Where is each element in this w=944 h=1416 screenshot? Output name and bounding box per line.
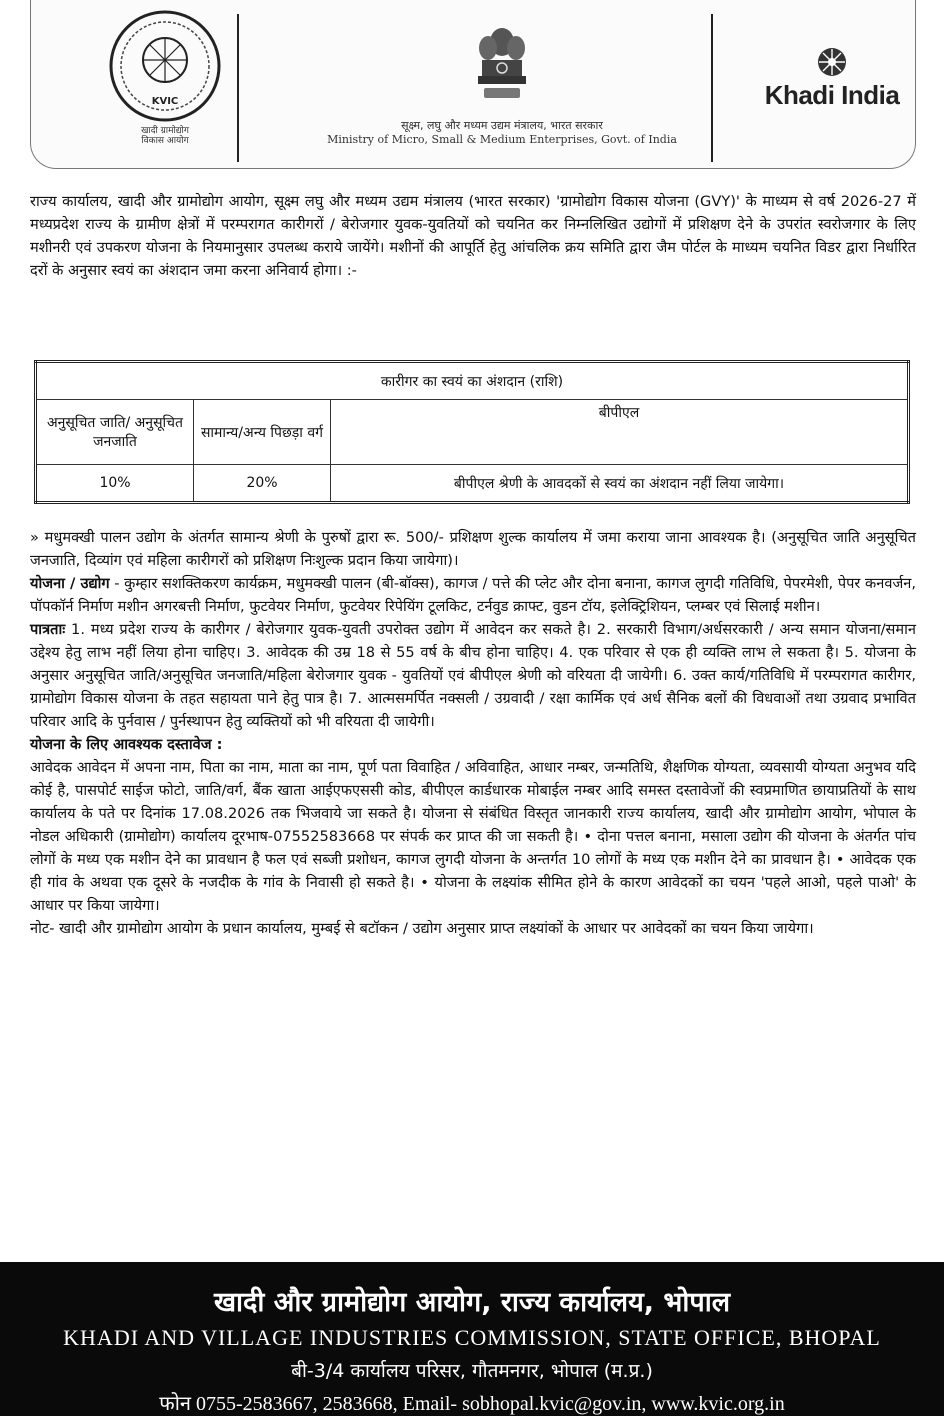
header-divider bbox=[711, 14, 713, 162]
table-row bbox=[36, 362, 909, 400]
footer-banner bbox=[0, 1262, 944, 1416]
scheme-paragraph bbox=[30, 572, 916, 618]
eligibility-text: 1. मध्य प्रदेश राज्य के कारीगर / बेरोजगार युवक-युवती उपरोक्त उद्योग में आवेदन कर सकते है। 2. सरकारी विभाग/अर्धसरकारी / अन्य समान योजना/समान उद्देश्य हेतु लाभ नहीं लिया होना चाहिए। 3. आवेदक की उम्र 18 से 55 वर्ष के बीच होना चाहिए। 4. एक परिवार से एक ही व्यक्ति लाभ ले सकता है। 5. योजना के अनुसार अनुसूचित जाति/अनुसूचित जनजाति/महिला बेरोजगार युवक - युवतियों एवं बीपीएल श्रेणी को वरियता दी जायेगी। 6. उक्त कार्य/गतिविधि में परम्परागत कारीगर, ग्रामोद्योग विकास योजना के तहत सहायता पाने हेतु पात्र है। 7. आत्मसमर्पित नक्सली / उग्रवादी / रक्षा कार्मिक एवं अर्ध सैनिक बलों की विधवाओं तथा उग्रवाद प्रभावित परिवार आदि के पुर्नवास / पुर्नस्थापन हेतु व्यक्तियों को भी वरियता दी जायेगी। bbox=[30, 621, 916, 730]
header-divider bbox=[237, 14, 239, 162]
contribution-table bbox=[34, 360, 910, 504]
table-value-sc-st: 10% bbox=[36, 465, 194, 503]
table-title: कारीगर का स्वयं का अंशदान (राशि) bbox=[36, 362, 909, 400]
khadi-india-text: Khadi India bbox=[764, 80, 900, 110]
footer-address: बी-3/4 कार्यालय परिसर, गौतमनगर, भोपाल (म.प्र.) bbox=[291, 1360, 653, 1382]
khadi-india-logo bbox=[747, 40, 917, 150]
footer-title-english: KHADI AND VILLAGE INDUSTRIES COMMISSION, STATE OFFICE, BHOPAL bbox=[63, 1325, 881, 1350]
charkha-icon bbox=[812, 40, 852, 80]
ministry-block bbox=[267, 20, 737, 146]
seal-caption-2: विकास आयोग bbox=[141, 136, 189, 146]
footer-title-hindi: खादी और ग्रामोद्योग आयोग, राज्य कार्यालय, भोपाल bbox=[213, 1287, 731, 1318]
eligibility-paragraph bbox=[30, 618, 916, 733]
notice-body bbox=[30, 526, 916, 940]
header-banner bbox=[30, 0, 916, 169]
table-row bbox=[36, 465, 909, 503]
note-paragraph: नोट- खादी और ग्रामोद्योग आयोग के प्रधान कार्यालय, मुम्बई से बटॉकन / उद्योग अनुसार प्राप्त लक्ष्यांकों के आधार पर आवेदकों का चयन किया जायेगा। bbox=[30, 920, 814, 937]
bee-keeping-note: » मधुमक्खी पालन उद्योग के अंतर्गत सामान्य श्रेणी के पुरुषों द्वारा रू. 500/- प्रशिक्षण शुल्क कार्यालय में जमा कराया जाना आवश्यक है। (अनुसूचित जाति अनुसूचित जनजाति, दिव्यांग एवं महिला कारीगरों को प्रशिक्षण निःशुल्क प्रदान किया जायेगा)। bbox=[30, 529, 916, 569]
scheme-text: - कुम्हार सशक्तिकरण कार्यक्रम, मधुमक्खी पालन (बी-बॉक्स), कागज / पत्ते की प्लेट और दोना बनाना, कागज लुगदी गतिविधि, पेपरमेशी, पेपर कनवर्जन, पॉपकॉर्न निर्माण मशीन अगरबत्ती निर्माण, फुटवेयर निर्माण, फुटवेयर रिपेयिंग टूलकिट, टर्नवुड क्राफ्ट, वुडन टॉय, इलेक्ट्रिशियन, प्लम्बर एवं सिलाई मशीन। bbox=[30, 575, 917, 615]
kvic-seal bbox=[79, 8, 251, 158]
intro-paragraph: राज्य कार्यालय, खादी और ग्रामोद्योग आयोग, सूक्ष्म लघु और मध्यम उद्यम मंत्रालय (भारत सरकार) 'ग्रामोद्योग विकास योजना (GVY)' के माध्यम से वर्ष 2026-27 में मध्यप्रदेश राज्य के ग्रामीण क्षेत्रों में परम्परागत कारीगरों / बेरोजगार युवक-युवतियों को चयनित कर निम्नलिखित उद्योगों में प्रशिक्षण देने के उपरांत स्वरोजगार के लिए मशीनरी एवं उपकरण योजना के नियमानुसार उपलब्ध कराये जायेंगे। मशीनों की आपूर्ति हेतु आंचलिक क्रय समिति द्वारा जैम पोर्टल के माध्यम चयनित विडर द्वारा निर्धारित दरों के अनुसार स्वयं का अंशदान जमा करना अनिवार्य होगा। :- bbox=[30, 193, 916, 279]
table-header-bpl: बीपीएल bbox=[331, 400, 909, 465]
documents-paragraph: आवेदक आवेदन में अपना नाम, पिता का नाम, माता का नाम, पूर्ण पता विवाहित / अविवाहित, आधार नम्बर, जन्मतिथि, शैक्षणिक योग्यता, व्यवसायी योग्यता अनुभव यदि कोई है, पासपोर्ट साईज फोटो, जाति/वर्ग, बैंक खाता आईएफएससी कोड, बीपीएल कार्डधारक मोबाईल नम्बर आदि समस्त दस्तावेजों की स्वप्रमाणित छायाप्रतियों के साथ कार्यालय के पते पर दिनांक 17.08.2026 तक भिजवाये जा सकते है। योजना से संबंधित विस्तृत जानकारी राज्य कार्यालय, खादी और ग्रामोद्योग आयोग, भोपाल के नोडल अधिकारी (ग्रामोद्योग) कार्यालय दूरभाष-07552583668 पर संपर्क कर प्राप्त की जा सकती है। • दोना पत्तल बनाना, मसाला उद्योग की योजना के अंतर्गत पांच लोगों के मध्य एक मशीन देने का प्रावधान है फल एवं सब्जी प्रशोधन, कागज लुगदी योजना के अन्तर्गत 10 लोगों के मध्य एक मशीन देने का प्रावधान है। • आवेदक एक ही गांव के अथवा एक दूसरे के नजदीक के गांव के निवासी हो सकते है। • योजना के लक्ष्यांक सीमित होने के कारण आवेदकों का चयन 'पहले आओ, पहले पाओ' के आधार पर किया जायेगा। bbox=[30, 759, 916, 914]
ministry-name-english: Ministry of Micro, Small & Medium Enterprises, Govt. of India bbox=[327, 133, 677, 146]
ministry-name-hindi: सूक्ष्म, लघु और मध्यम उद्यम मंत्रालय, भारत सरकार bbox=[401, 119, 603, 132]
scheme-label: योजना / उद्योग bbox=[30, 575, 110, 592]
table-value-general-obc: 20% bbox=[194, 465, 331, 503]
table-header-sc-st: अनुसूचित जाति/ अनुसूचित जनजाति bbox=[36, 400, 194, 465]
table-row bbox=[36, 400, 909, 465]
footer-contact: फोन 0755-2583667, 2583668, Email- sobhopal.kvic@gov.in, www.kvic.org.in bbox=[159, 1393, 785, 1415]
kvic-seal-icon bbox=[103, 8, 227, 126]
seal-caption-1: खादी ग्रामोद्योग bbox=[141, 126, 189, 136]
table-value-bpl: बीपीएल श्रेणी के आवदकों से स्वयं का अंशदान नहीं लिया जायेगा। bbox=[331, 465, 909, 503]
state-emblem-icon bbox=[470, 20, 534, 112]
seal-label: KVIC bbox=[151, 96, 179, 107]
eligibility-label: पात्रताः bbox=[30, 621, 66, 638]
documents-heading: योजना के लिए आवश्यक दस्तावेज : bbox=[30, 736, 223, 753]
table-header-general-obc: सामान्य/अन्य पिछड़ा वर्ग bbox=[194, 400, 331, 465]
